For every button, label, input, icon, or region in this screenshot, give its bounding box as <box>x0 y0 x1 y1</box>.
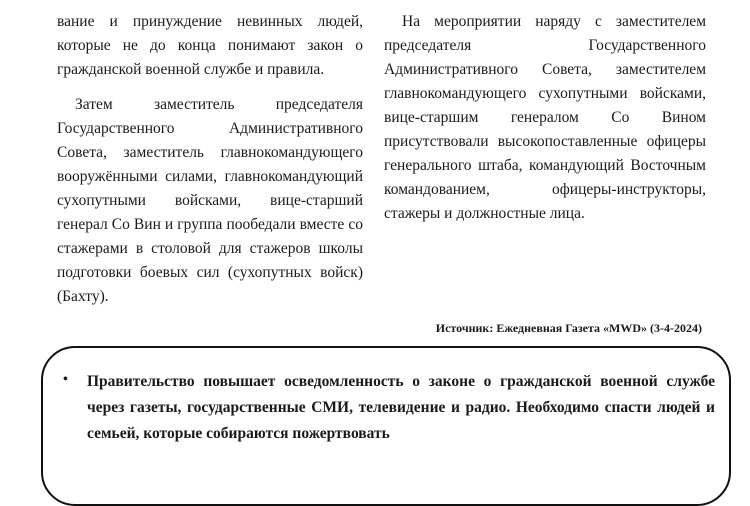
right-column <box>384 10 706 226</box>
callout-box <box>41 346 731 506</box>
callout-text: Правительство повышает осведомленность о законе о гражданской военной службе через газеты, государственные СМИ, телевидение и радио. Необходимо спасти людей и семьей, которые собираются пожертвовать <box>87 373 715 442</box>
left-column <box>57 10 363 309</box>
left-paragraph-1: вание и принуждение невинных людей, которые не до конца понимают закон о гражданской военной службе и правила. <box>57 13 363 78</box>
source-line: Источник: Ежедневная Газета «MWD» (3-4-2024) <box>435 321 702 335</box>
bullet-marker: • <box>63 372 68 387</box>
left-paragraph-2: Затем заместитель председателя Государственного Административного Совета, заместитель главнокомандующего вооружёнными силами, главнокомандующий сухопутными войсками, вице-старший генерал Со Вин и группа пообедали вместе со стажерами в столовой для стажеров школы подготовки боевых сил (сухопутных войск) (Бахту). <box>57 96 363 305</box>
right-paragraph-1: На мероприятии наряду с заместителем председателя Государственного Административного Совета, заместителем главнокомандующего сухопутными войсками, вице-старшим генералом Со Вином присутствовали высокопоставленные офицеры генерального штаба, командующий Восточным командованием, офицеры-инструкторы, стажеры и должностные лица. <box>384 13 706 222</box>
